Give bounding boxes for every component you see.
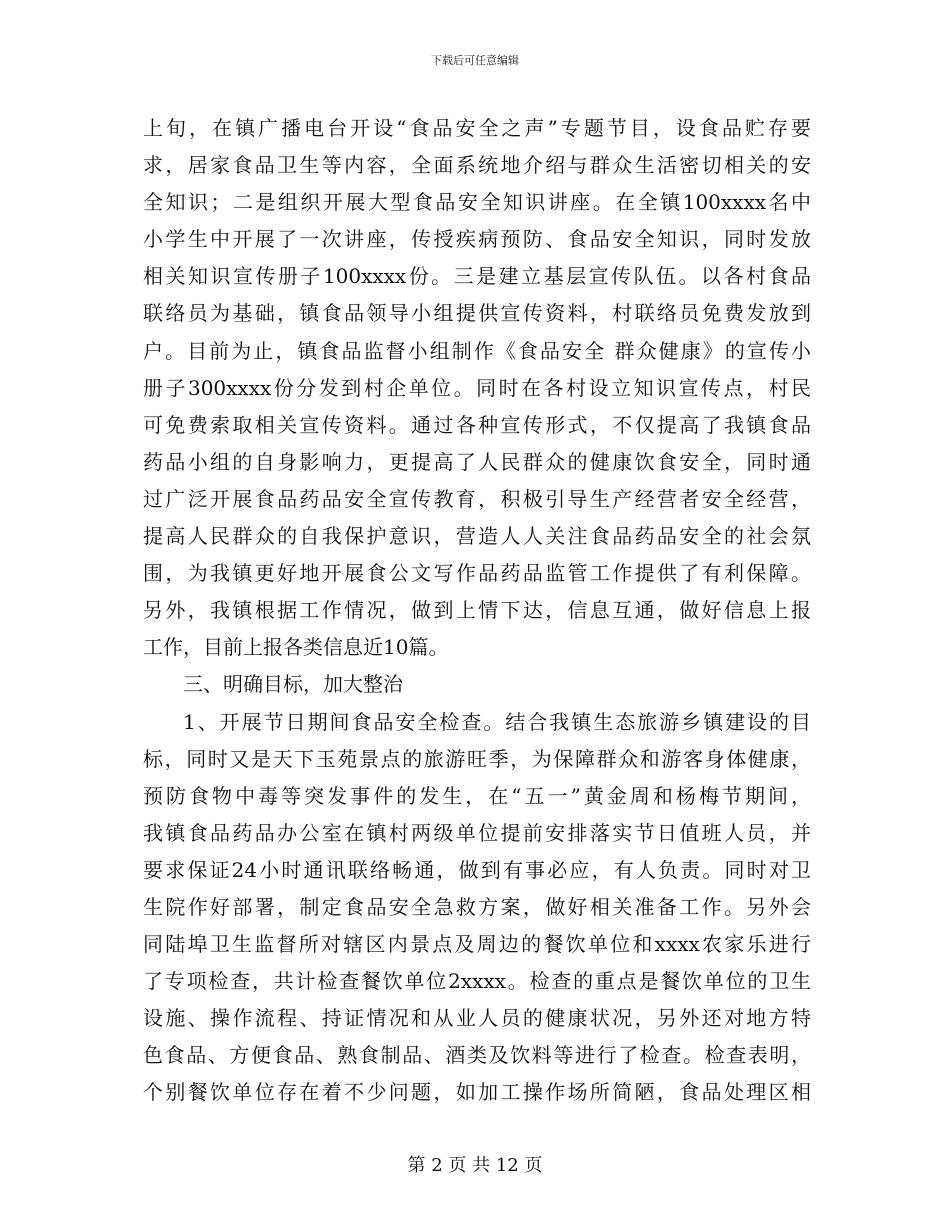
text-line: 联络员为基础，镇食品领导小组提供宣传资料，村联络员免费发放到 [143,301,811,326]
text-line: 药品小组的自身影响力，更提高了人民群众的健康饮食安全，同时通 [143,449,811,474]
text-line: 工作，目前上报各类信息近10篇。 [143,635,449,660]
text-line: 相关知识宣传册子100xxxx份。三是建立基层宣传队伍。以各村食品 [143,264,811,289]
text-line: 提高人民群众的自我保护意识，营造人人关注食品药品安全的社会氛 [143,524,811,549]
text-line: 我镇食品药品办公室在镇村两级单位提前安排落实节日值班人员，并 [143,820,811,845]
text-line: 标，同时又是天下玉苑景点的旅游旺季，为保障群众和游客身体健康， [143,746,811,771]
text-line: 预防食物中毒等突发事件的发生，在“五一”黄金周和杨梅节期间， [143,783,811,808]
text-line: 要求保证24小时通讯联络畅通，做到有事必应，有人负责。同时对卫 [143,857,811,882]
text-line: 同陆埠卫生监督所对辖区内景点及周边的餐饮单位和xxxx农家乐进行 [143,932,811,957]
text-line: 了专项检查，共计检查餐饮单位2xxxx。检查的重点是餐饮单位的卫生 [143,969,811,994]
text-line: 户。目前为止，镇食品监督小组制作《食品安全 群众健康》的宣传小 [143,338,811,363]
text-line: 上旬，在镇广播电台开设“食品安全之声”专题节目，设食品贮存要 [143,116,811,140]
text-line: 求，居家食品卫生等内容，全面系统地介绍与群众生活密切相关的安 [143,153,811,178]
text-line: 围，为我镇更好地开展食公文写作品药品监管工作提供了有利保障。 [143,561,811,586]
text-line: 色食品、方便食品、熟食制品、酒类及饮料等进行了检查。检查表明， [143,1043,811,1068]
page-number: 第 2 页 共 12 页 [407,1155,543,1176]
text-line: 生院作好部署，制定食品安全急救方案，做好相关准备工作。另外会 [143,894,811,919]
section-heading: 三、明确目标，加大整治 [183,672,403,697]
text-line: 小学生中开展了一次讲座，传授疾病预防、食品安全知识，同时发放 [143,227,811,252]
text-line: 册子300xxxx份分发到村企单位。同时在各村设立知识宣传点，村民 [143,375,811,400]
text-line: 设施、操作流程、持证情况和从业人员的健康状况，另外还对地方特 [143,1006,811,1031]
document-body [143,110,811,1112]
page-header: 下载后可任意编辑 [431,54,519,67]
text-line: 全知识；二是组织开展大型食品安全知识讲座。在全镇100xxxx名中 [143,190,811,215]
text-line: 1、开展节日期间食品安全检查。结合我镇生态旅游乡镇建设的目 [183,709,811,734]
text-line: 另外，我镇根据工作情况，做到上情下达，信息互通，做好信息上报 [143,598,811,623]
text-line: 可免费索取相关宣传资料。通过各种宣传形式，不仅提高了我镇食品 [143,412,811,437]
text-line: 过广泛开展食品药品安全宣传教育，积极引导生产经营者安全经营， [143,486,811,511]
text-line: 个别餐饮单位存在着不少问题，如加工操作场所简陋，食品处理区相 [143,1080,811,1105]
